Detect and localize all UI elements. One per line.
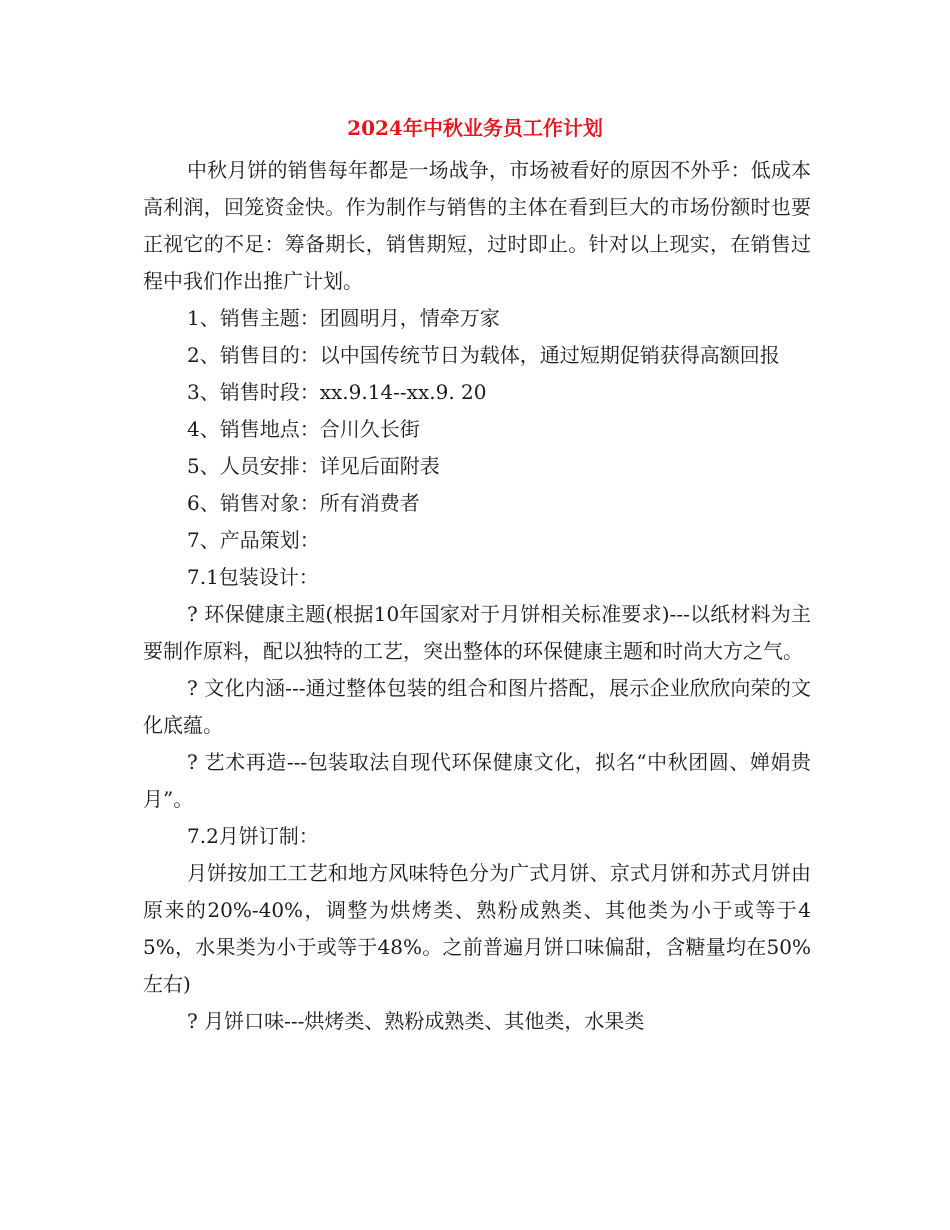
document-body xyxy=(143,152,811,1040)
document-title: 2024年中秋业务员工作计划 xyxy=(347,116,603,140)
paragraph-sales-goal: 2、销售目的：以中国传统节日为载体，通过短期促销获得高额回报 xyxy=(187,343,780,367)
paragraph-packaging-design: 7.1包装设计： xyxy=(187,565,319,589)
paragraph-sales-period: 3、销售时段：xx.9.14--xx.9. 20 xyxy=(187,380,487,404)
paragraph-eco-theme: ? 环保健康主题(根据10年国家对于月饼相关标准要求)---以纸材料为主要制作原料，配以独特的工艺，突出整体的环保健康主题和时尚大方之气。 xyxy=(143,602,811,663)
paragraph-art: ? 艺术再造---包装取法自现代环保健康文化，拟名“中秋团圆、婵娟贵月”。 xyxy=(143,750,811,811)
paragraph-sales-location: 4、销售地点：合川久长街 xyxy=(187,417,420,441)
paragraph-intro: 中秋月饼的销售每年都是一场战争，市场被看好的原因不外乎：低成本高利润，回笼资金快。作为制作与销售的主体在看到巨大的市场份额时也要正视它的不足：筹备期长，销售期短，过时即止。针对以上现实，在销售过程中我们作出推广计划。 xyxy=(143,158,811,293)
paragraph-product-planning: 7、产品策划： xyxy=(187,528,320,552)
paragraph-mooncake-flavors: ? 月饼口味---烘烤类、熟粉成熟类、其他类，水果类 xyxy=(187,1009,645,1033)
paragraph-mooncake-order: 7.2月饼订制： xyxy=(187,824,319,848)
paragraph-mooncake-types: 月饼按加工工艺和地方风味特色分为广式月饼、京式月饼和苏式月饼由原来的20%-40%，调整为烘烤类、熟粉成熟类、其他类为小于或等于45%，水果类为小于或等于48%。之前普遍月饼口味偏甜，含糖量均在50%左右) xyxy=(143,861,811,996)
paragraph-target-customers: 6、销售对象：所有消费者 xyxy=(187,491,420,515)
paragraph-staffing: 5、人员安排：详见后面附表 xyxy=(187,454,440,478)
paragraph-sales-theme: 1、销售主题：团圆明月，情牵万家 xyxy=(187,306,500,330)
paragraph-culture: ? 文化内涵---通过整体包装的组合和图片搭配，展示企业欣欣向荣的文化底蕴。 xyxy=(143,676,811,737)
